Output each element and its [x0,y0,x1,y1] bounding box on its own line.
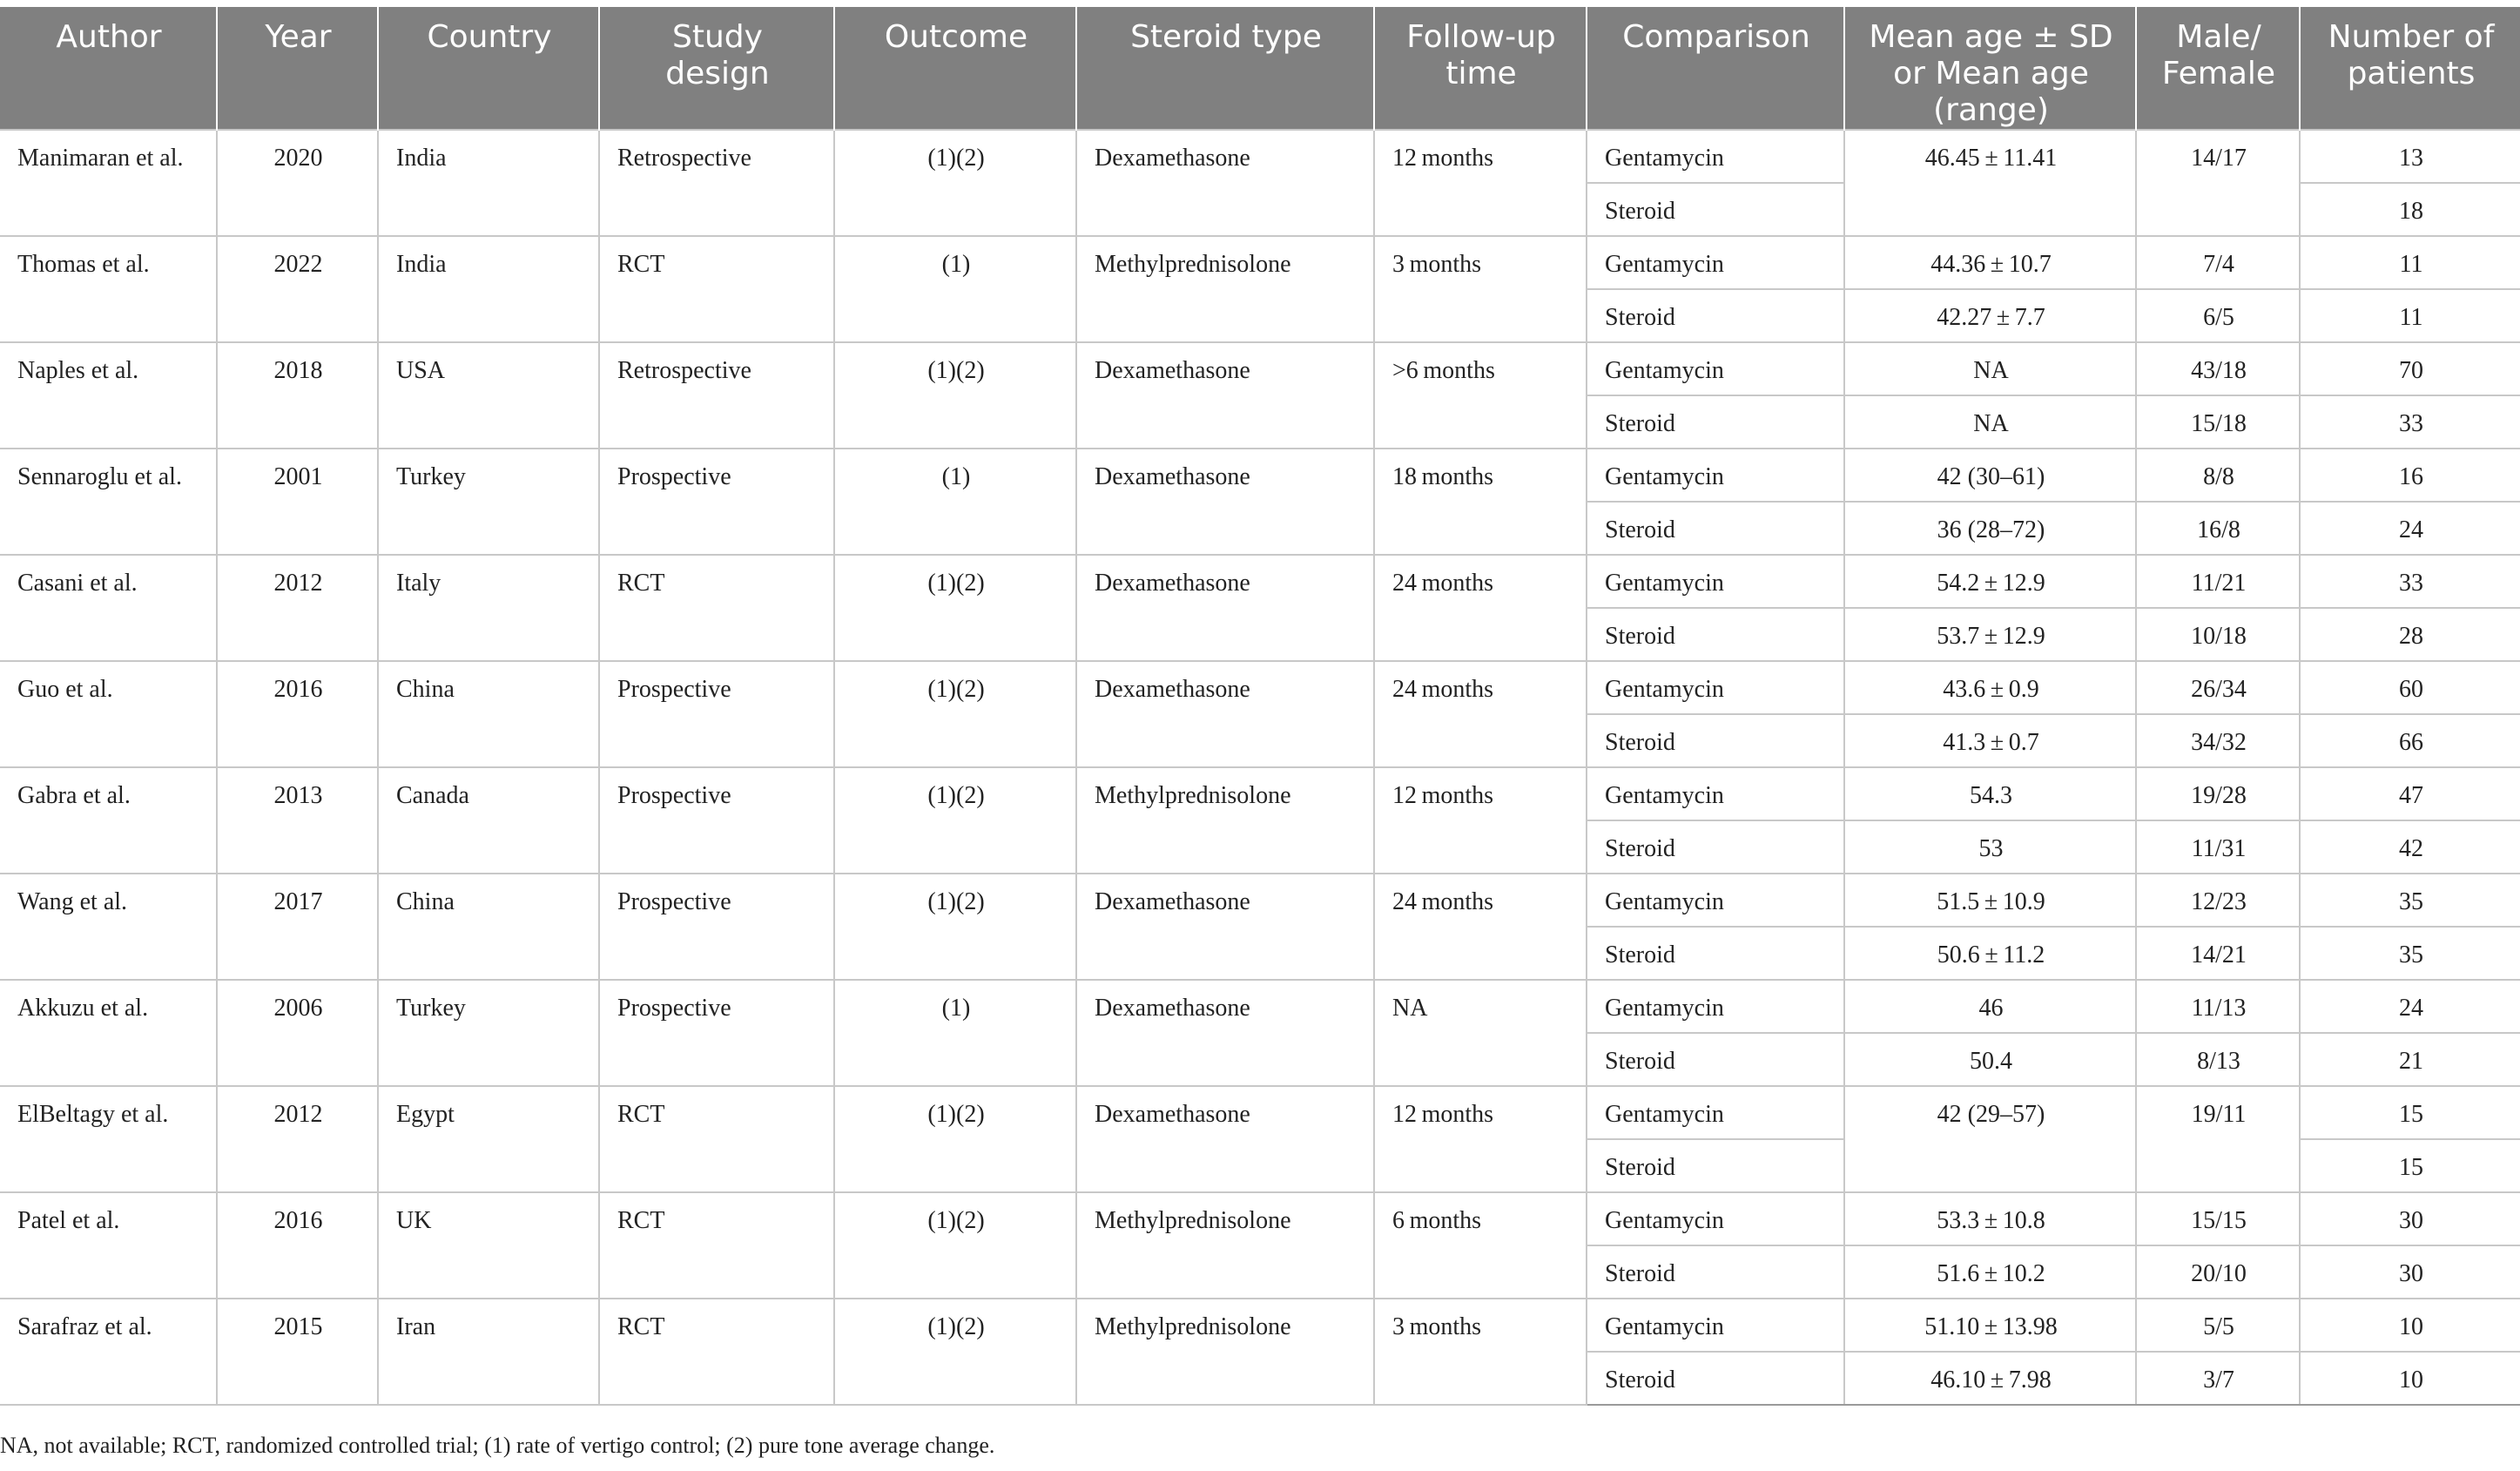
comparison-cell: Steroid [1587,289,1844,342]
mean-age-cell: 54.3 [1844,767,2136,820]
comparison-cell: Gentamycin [1587,555,1844,608]
steroid-type-cell: Dexamethasone [1076,342,1374,449]
study-design-cell: RCT [599,1192,834,1299]
steroid-type-cell: Dexamethasone [1076,980,1374,1086]
follow-up-cell: 3 months [1374,1299,1587,1405]
steroid-type-cell: Dexamethasone [1076,661,1374,767]
mean-age-cell: 50.6 ± 11.2 [1844,927,2136,980]
country-cell: China [378,874,599,980]
study-design-cell: Retrospective [599,342,834,449]
comparison-cell: Steroid [1587,502,1844,555]
male-female-cell: 8/8 [2136,449,2300,502]
year-cell: 2012 [217,1086,378,1192]
mean-age-cell: 42 (30–61) [1844,449,2136,502]
study-design-cell: Prospective [599,874,834,980]
patients-cell: 15 [2300,1086,2520,1139]
steroid-type-cell: Methylprednisolone [1076,236,1374,342]
follow-up-cell: 12 months [1374,130,1587,236]
follow-up-cell: NA [1374,980,1587,1086]
comparison-cell: Steroid [1587,1139,1844,1192]
header-study-design: Study design [599,7,834,130]
steroid-type-cell: Dexamethasone [1076,449,1374,555]
country-cell: Italy [378,555,599,661]
follow-up-cell: 12 months [1374,1086,1587,1192]
patients-cell: 13 [2300,130,2520,183]
patients-cell: 42 [2300,820,2520,874]
outcome-cell: (1)(2) [834,1086,1076,1192]
steroid-type-cell: Dexamethasone [1076,130,1374,236]
patients-cell: 70 [2300,342,2520,395]
mean-age-cell: 53.7 ± 12.9 [1844,608,2136,661]
patients-cell: 33 [2300,395,2520,449]
follow-up-cell: 24 months [1374,874,1587,980]
comparison-cell: Gentamycin [1587,1192,1844,1245]
follow-up-cell: 24 months [1374,661,1587,767]
mean-age-cell: 41.3 ± 0.7 [1844,714,2136,767]
header-country: Country [378,7,599,130]
male-female-cell: 3/7 [2136,1352,2300,1405]
comparison-cell: Steroid [1587,1245,1844,1299]
country-cell: China [378,661,599,767]
patients-cell: 66 [2300,714,2520,767]
patients-cell: 10 [2300,1299,2520,1352]
country-cell: UK [378,1192,599,1299]
table-row [0,980,2520,1033]
header-year: Year [217,7,378,130]
male-female-cell: 34/32 [2136,714,2300,767]
header-male-female: Male/ Female [2136,7,2300,130]
male-female-cell: 14/17 [2136,130,2300,236]
mean-age-cell: 46.45 ± 11.41 [1844,130,2136,236]
table-row [0,130,2520,183]
comparison-cell: Gentamycin [1587,130,1844,183]
comparison-cell: Gentamycin [1587,342,1844,395]
author-cell: ElBeltagy et al. [0,1086,217,1192]
study-design-cell: RCT [599,1086,834,1192]
table-row [0,555,2520,608]
outcome-cell: (1)(2) [834,661,1076,767]
author-cell: Naples et al. [0,342,217,449]
table-body [0,130,2520,1405]
year-cell: 2006 [217,980,378,1086]
mean-age-cell: 43.6 ± 0.9 [1844,661,2136,714]
patients-cell: 35 [2300,927,2520,980]
male-female-cell: 16/8 [2136,502,2300,555]
author-cell: Wang et al. [0,874,217,980]
comparison-cell: Gentamycin [1587,767,1844,820]
patients-cell: 24 [2300,502,2520,555]
male-female-cell: 15/15 [2136,1192,2300,1245]
steroid-type-cell: Methylprednisolone [1076,767,1374,874]
study-design-cell: RCT [599,555,834,661]
male-female-cell: 19/28 [2136,767,2300,820]
mean-age-cell: 46.10 ± 7.98 [1844,1352,2136,1405]
patients-cell: 35 [2300,874,2520,927]
table-row [0,661,2520,714]
outcome-cell: (1)(2) [834,555,1076,661]
follow-up-cell: 3 months [1374,236,1587,342]
table-row [0,236,2520,289]
study-characteristics-table [0,7,2520,1406]
author-cell: Sarafraz et al. [0,1299,217,1405]
male-female-cell: 7/4 [2136,236,2300,289]
author-cell: Guo et al. [0,661,217,767]
comparison-cell: Steroid [1587,1352,1844,1405]
follow-up-cell: 6 months [1374,1192,1587,1299]
comparison-cell: Gentamycin [1587,1086,1844,1139]
comparison-cell: Steroid [1587,927,1844,980]
male-female-cell: 12/23 [2136,874,2300,927]
patients-cell: 33 [2300,555,2520,608]
mean-age-cell: NA [1844,395,2136,449]
male-female-cell: 14/21 [2136,927,2300,980]
patients-cell: 16 [2300,449,2520,502]
mean-age-cell: 51.10 ± 13.98 [1844,1299,2136,1352]
male-female-cell: 11/31 [2136,820,2300,874]
mean-age-cell: 36 (28–72) [1844,502,2136,555]
patients-cell: 11 [2300,236,2520,289]
mean-age-cell: 53.3 ± 10.8 [1844,1192,2136,1245]
year-cell: 2018 [217,342,378,449]
outcome-cell: (1) [834,236,1076,342]
author-cell: Patel et al. [0,1192,217,1299]
country-cell: India [378,130,599,236]
comparison-cell: Gentamycin [1587,661,1844,714]
patients-cell: 47 [2300,767,2520,820]
country-cell: Turkey [378,980,599,1086]
country-cell: Iran [378,1299,599,1405]
male-female-cell: 8/13 [2136,1033,2300,1086]
comparison-cell: Steroid [1587,714,1844,767]
patients-cell: 15 [2300,1139,2520,1192]
steroid-type-cell: Dexamethasone [1076,555,1374,661]
year-cell: 2016 [217,1192,378,1299]
follow-up-cell: >6 months [1374,342,1587,449]
patients-cell: 30 [2300,1245,2520,1299]
header-comparison: Comparison [1587,7,1844,130]
comparison-cell: Steroid [1587,183,1844,236]
header-row [0,7,2520,130]
comparison-cell: Steroid [1587,820,1844,874]
mean-age-cell: 50.4 [1844,1033,2136,1086]
mean-age-cell: 54.2 ± 12.9 [1844,555,2136,608]
comparison-cell: Gentamycin [1587,980,1844,1033]
study-design-cell: Prospective [599,980,834,1086]
mean-age-cell: 53 [1844,820,2136,874]
comparison-cell: Steroid [1587,395,1844,449]
mean-age-cell: 42 (29–57) [1844,1086,2136,1192]
male-female-cell: 11/13 [2136,980,2300,1033]
steroid-type-cell: Dexamethasone [1076,874,1374,980]
country-cell: USA [378,342,599,449]
author-cell: Manimaran et al. [0,130,217,236]
follow-up-cell: 24 months [1374,555,1587,661]
patients-cell: 21 [2300,1033,2520,1086]
country-cell: Egypt [378,1086,599,1192]
year-cell: 2020 [217,130,378,236]
outcome-cell: (1)(2) [834,130,1076,236]
year-cell: 2012 [217,555,378,661]
year-cell: 2001 [217,449,378,555]
country-cell: Canada [378,767,599,874]
male-female-cell: 6/5 [2136,289,2300,342]
country-cell: India [378,236,599,342]
year-cell: 2016 [217,661,378,767]
author-cell: Akkuzu et al. [0,980,217,1086]
table-row [0,1192,2520,1245]
patients-cell: 10 [2300,1352,2520,1405]
male-female-cell: 5/5 [2136,1299,2300,1352]
table-row [0,1086,2520,1139]
outcome-cell: (1)(2) [834,874,1076,980]
comparison-cell: Gentamycin [1587,1299,1844,1352]
author-cell: Sennaroglu et al. [0,449,217,555]
outcome-cell: (1)(2) [834,1192,1076,1299]
header-steroid-type: Steroid type [1076,7,1374,130]
table-row [0,874,2520,927]
outcome-cell: (1) [834,449,1076,555]
table-container [0,7,2520,1406]
header-mean-age: Mean age ± SD or Mean age (range) [1844,7,2136,130]
mean-age-cell: 42.27 ± 7.7 [1844,289,2136,342]
follow-up-cell: 18 months [1374,449,1587,555]
study-design-cell: RCT [599,1299,834,1405]
patients-cell: 30 [2300,1192,2520,1245]
mean-age-cell: 51.5 ± 10.9 [1844,874,2136,927]
outcome-cell: (1)(2) [834,767,1076,874]
male-female-cell: 20/10 [2136,1245,2300,1299]
country-cell: Turkey [378,449,599,555]
study-design-cell: Prospective [599,449,834,555]
year-cell: 2013 [217,767,378,874]
year-cell: 2017 [217,874,378,980]
patients-cell: 18 [2300,183,2520,236]
male-female-cell: 15/18 [2136,395,2300,449]
mean-age-cell: NA [1844,342,2136,395]
author-cell: Gabra et al. [0,767,217,874]
study-design-cell: RCT [599,236,834,342]
mean-age-cell: 46 [1844,980,2136,1033]
table-footnote: NA, not available; RCT, randomized controlled trial; (1) rate of vertigo control; (2) pure tone average change. [0,1433,995,1458]
male-female-cell: 26/34 [2136,661,2300,714]
study-design-cell: Prospective [599,767,834,874]
male-female-cell: 19/11 [2136,1086,2300,1192]
author-cell: Thomas et al. [0,236,217,342]
patients-cell: 28 [2300,608,2520,661]
steroid-type-cell: Dexamethasone [1076,1086,1374,1192]
table-row [0,1299,2520,1352]
header-number-of-patients: Number of patients [2300,7,2520,130]
mean-age-cell: 51.6 ± 10.2 [1844,1245,2136,1299]
steroid-type-cell: Methylprednisolone [1076,1192,1374,1299]
header-follow-up-time: Follow-up time [1374,7,1587,130]
comparison-cell: Gentamycin [1587,449,1844,502]
study-design-cell: Retrospective [599,130,834,236]
table-row [0,449,2520,502]
author-cell: Casani et al. [0,555,217,661]
patients-cell: 11 [2300,289,2520,342]
male-female-cell: 43/18 [2136,342,2300,395]
table-row [0,342,2520,395]
header-author: Author [0,7,217,130]
comparison-cell: Gentamycin [1587,874,1844,927]
male-female-cell: 10/18 [2136,608,2300,661]
outcome-cell: (1) [834,980,1076,1086]
year-cell: 2022 [217,236,378,342]
header-outcome: Outcome [834,7,1076,130]
steroid-type-cell: Methylprednisolone [1076,1299,1374,1405]
male-female-cell: 11/21 [2136,555,2300,608]
table-row [0,767,2520,820]
patients-cell: 24 [2300,980,2520,1033]
comparison-cell: Steroid [1587,608,1844,661]
mean-age-cell: 44.36 ± 10.7 [1844,236,2136,289]
outcome-cell: (1)(2) [834,342,1076,449]
study-design-cell: Prospective [599,661,834,767]
patients-cell: 60 [2300,661,2520,714]
outcome-cell: (1)(2) [834,1299,1076,1405]
follow-up-cell: 12 months [1374,767,1587,874]
comparison-cell: Steroid [1587,1033,1844,1086]
year-cell: 2015 [217,1299,378,1405]
comparison-cell: Gentamycin [1587,236,1844,289]
